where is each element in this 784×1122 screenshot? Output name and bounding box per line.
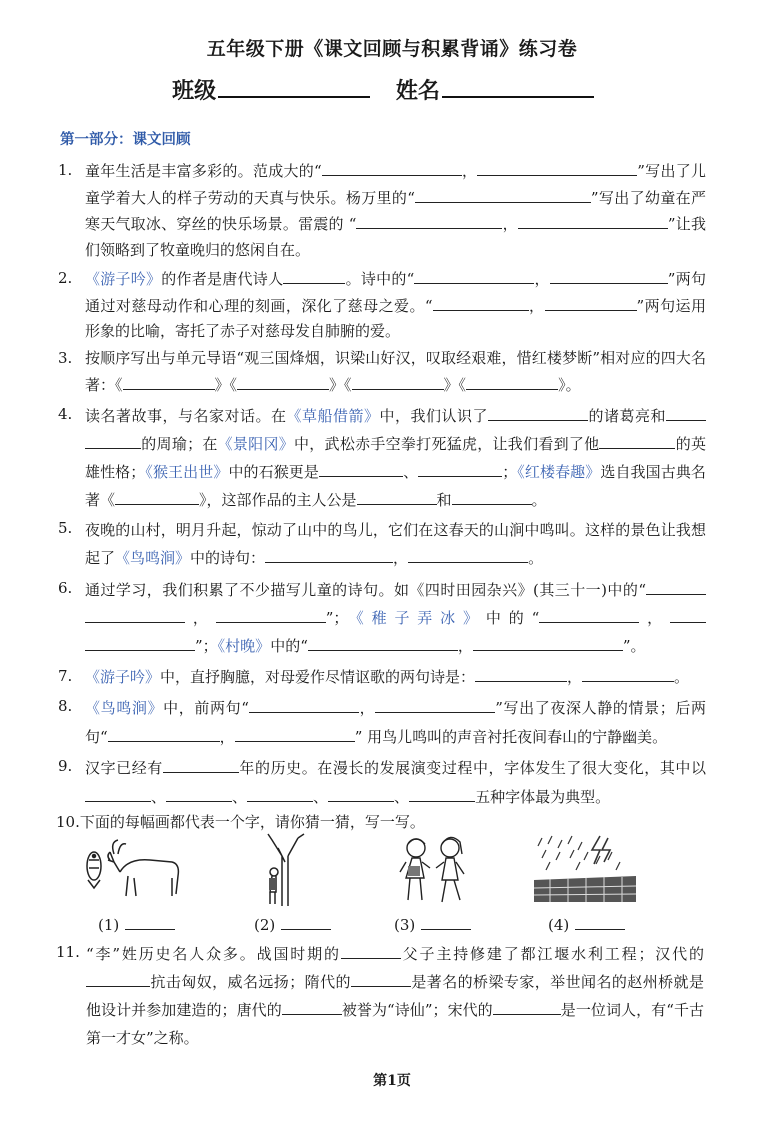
name-label: 姓名 [395,78,440,104]
question-1 [58,158,706,263]
answer-blank[interactable] [421,912,471,930]
answer-blank[interactable] [237,372,329,390]
class-blank[interactable] [218,74,370,98]
picture-label-2 [254,912,331,934]
question-text: ”写出了幼童在严寒天气取冰、穿丝的快乐场景。雷震的 “ [85,188,707,233]
poem-title: 《游子吟》 [85,668,161,686]
question-8 [58,694,706,752]
question-text: 按顺序写出与单元导语“观三国烽烟，识梁山好汉，叹取经艰难，惜红楼梦断”相对应的四大名著：《 [85,349,706,394]
question-number: 10. [56,813,80,831]
question-text: 》，这部作品的主人公是 [199,491,357,509]
question-text: 、 [394,788,410,806]
answer-blank[interactable] [283,266,345,284]
question-text: ”写出了儿童学着大人的样子劳动的天真与快乐。杨万里的“ [85,162,706,207]
question-text: ”； [325,609,349,627]
answer-blank[interactable] [352,372,444,390]
question-9 [58,754,706,812]
question-number: 6. [58,579,73,597]
picture-label-3 [394,912,471,934]
tree-person-picture [258,832,318,908]
question-text: 中，直抒胸臆，对母爱作尽情讴歌的两句诗是： [160,668,476,686]
answer-blank[interactable] [575,912,625,930]
question-text: ”写出了夜深人静的情景；后两句“ [85,699,706,746]
answer-blank[interactable] [670,605,706,623]
answer-blank[interactable] [281,912,331,930]
question-text: ， [393,549,409,567]
question-text: ， [639,609,670,627]
question-text: 是一位词人，有“千古第一才女”之称。 [86,1001,704,1047]
question-text: ， [457,637,473,655]
question-text: 的周瑜；在 [141,435,218,453]
page-number: 第1页 [373,1073,411,1089]
question-text: 。诗中的“ [345,270,415,288]
question-text: ” 用鸟儿鸣叫的声音衬托夜间春山的宁静幽美。 [354,728,668,746]
answer-blank[interactable] [408,545,528,563]
answer-blank[interactable] [539,605,639,623]
lesson-title: 《鸟鸣涧》 [115,549,191,567]
answer-blank[interactable] [319,459,403,477]
question-text: 和 [436,491,452,509]
question-text: ， [534,270,550,288]
answer-blank[interactable] [666,403,706,421]
question-text: ， [185,609,216,627]
question-text: 五种字体最为典型。 [475,788,611,806]
question-number: 7. [58,667,73,685]
question-number: 11. [56,943,80,961]
question-number: 4. [58,405,73,423]
question-text: 年的历史。在漫长的发展演变过程中，字体发生了很大变化，其中以 [238,759,706,777]
answer-blank[interactable] [646,577,706,595]
answer-blank[interactable] [85,605,185,623]
question-text: ； [502,463,518,481]
answer-blank[interactable] [518,211,668,229]
question-text: 夜晚的山村，明月升起，惊动了山中的鸟儿，它们在这春天的山涧中鸣叫。这样的景色让我想起了 [85,521,706,567]
answer-blank[interactable] [433,293,529,311]
picture-row [70,832,710,938]
question-text: “李”姓历史名人众多。战国时期的 [86,945,341,963]
question-text: 、 [403,463,419,481]
fish-goat-picture [80,832,190,904]
question-text: ”； [195,637,218,655]
question-11 [56,940,704,1052]
answer-blank[interactable] [550,266,668,284]
answer-blank[interactable] [249,695,359,713]
question-text: 中，前两句“ [163,699,249,717]
answer-blank[interactable] [235,724,355,742]
answer-blank[interactable] [85,633,195,651]
question-text: 中，我们认识了 [379,407,488,425]
question-text: 》《 [329,375,352,394]
question-text: 》《 [443,375,467,394]
answer-blank[interactable] [351,969,411,987]
answer-blank[interactable] [108,724,220,742]
question-number: 5. [58,519,73,537]
answer-blank[interactable] [414,211,502,229]
answer-blank[interactable] [125,912,175,930]
answer-blank[interactable] [356,211,414,229]
question-text: 下面的每幅画都代表一个字，请你猜一猜，写一写。 [79,813,425,831]
question-text: 的诸葛亮和 [587,407,666,425]
answer-blank[interactable] [123,372,215,390]
question-2 [58,266,706,345]
question-text: 读名著故事，与名家对话。在 [85,407,287,425]
answer-blank[interactable] [599,431,675,449]
answer-blank[interactable] [265,545,393,563]
question-text: ， [502,215,518,233]
question-text: 童年生活是丰富多彩的。范成大的“ [85,162,322,180]
class-label: 班级 [172,78,217,104]
question-number: 8. [58,697,73,715]
rain-lightning-field-picture [530,832,640,908]
answer-blank[interactable] [357,487,437,505]
answer-blank[interactable] [466,372,558,390]
answer-blank[interactable] [545,293,637,311]
answer-blank[interactable] [163,755,239,773]
answer-blank[interactable] [216,605,326,623]
question-text: 中的“ [270,637,308,655]
lesson-title: 《红楼春趣》 [517,463,601,481]
answer-blank[interactable] [473,633,623,651]
answer-blank[interactable] [308,633,458,651]
question-text: 、 [232,788,248,806]
question-6 [58,576,706,660]
question-text: 通过学习，我们积累了不少描写儿童的诗句。如《四时田园杂兴》(其三十一)中的“ [85,581,646,599]
answer-blank[interactable] [415,185,453,203]
question-text: ”。 [622,637,646,655]
question-text: 。 [674,668,690,686]
poem-title: 《稚子弄冰》 [348,609,486,627]
question-number: 3. [58,349,73,367]
lesson-title: 《猴王出世》 [145,463,229,481]
question-number: 2. [58,269,73,287]
picture-label-text: (4) [548,916,570,934]
question-text: 汉字已经有 [85,759,163,777]
question-text: 中，武松赤手空拳打死猛虎，让我们看到了他 [294,435,600,453]
question-5 [58,516,706,572]
question-text: ， [219,728,235,746]
answer-blank[interactable] [493,997,561,1015]
question-text: ， [567,668,583,686]
poem-title: 《游子吟》 [85,270,162,288]
question-text: 的作者是唐代诗人 [161,270,284,288]
two-children-walking-picture [392,832,482,908]
answer-blank[interactable] [582,664,674,682]
answer-blank[interactable] [328,784,394,802]
question-text: 中的石猴更是 [228,463,319,481]
question-text: ， [358,699,376,717]
question-number: 1. [58,161,73,179]
answer-blank[interactable] [322,158,462,176]
question-text: ， [528,296,545,315]
poem-title: 《鸟鸣涧》 [85,699,164,717]
answer-blank[interactable] [115,487,199,505]
answer-blank[interactable] [375,695,495,713]
picture-label-4 [548,912,625,934]
answer-blank[interactable] [477,158,637,176]
answer-blank[interactable] [247,784,313,802]
question-3 [58,346,706,398]
name-blank[interactable] [442,74,594,98]
question-text: 的英雄性格； [85,435,706,481]
answer-blank[interactable] [414,266,534,284]
question-7 [58,664,706,691]
question-text: 中的诗句： [190,549,266,567]
question-text: 抗击匈奴，威名远扬；隋代的 [150,973,351,991]
poem-title: 《村晚》 [217,637,271,655]
answer-blank[interactable] [475,664,567,682]
question-text: 是著名的桥梁专家，举世闻名的赵州桥就是他设计并参加建造的；唐代的 [86,973,704,1019]
question-text: 中的“ [485,609,540,627]
answer-blank[interactable] [85,784,151,802]
answer-blank[interactable] [85,431,141,449]
question-4 [58,402,706,514]
answer-blank[interactable] [453,185,591,203]
question-text: 被誉为“诗仙”；宋代的 [341,1001,493,1019]
answer-blank[interactable] [452,487,532,505]
question-text: 父子主持修建了都江堰水利工程；汉代的 [400,945,704,963]
answer-blank[interactable] [166,784,232,802]
question-text: 、 [313,788,329,806]
answer-blank[interactable] [282,997,342,1015]
answer-blank[interactable] [86,969,150,987]
question-text: 》。 [558,375,581,394]
question-text: 、 [151,788,167,806]
lesson-title: 《景阳冈》 [217,435,294,453]
picture-label-text: (3) [394,916,416,934]
question-text: ， [461,162,478,180]
lesson-title: 《草船借箭》 [286,407,380,425]
answer-blank[interactable] [409,784,475,802]
question-text: ”让我们领略到了牧童晚归的悠闲自在。 [85,215,706,259]
question-text: 。 [528,549,544,567]
section-title: 第一部分：课文回顾 [60,131,191,148]
question-text: ”两句通过对慈母动作和心理的刻画，深化了慈母之爱。“ [85,270,706,315]
question-text: 选自我国古典名著《 [85,463,706,509]
page-title: 五年级下册《课文回顾与积累背诵》练习卷 [206,38,578,60]
answer-blank[interactable] [488,403,588,421]
answer-blank[interactable] [341,941,401,959]
question-text: 》《 [214,375,238,394]
picture-label-1 [98,912,175,934]
question-text: 。 [531,491,547,509]
picture-label-text: (1) [98,916,120,934]
question-text: ”两句运用形象的比喻，寄托了赤子对慈母发自肺腑的爱。 [85,296,706,340]
picture-label-text: (2) [254,916,276,934]
answer-blank[interactable] [418,459,502,477]
class-name-line [0,74,784,105]
question-number: 9. [58,757,73,775]
